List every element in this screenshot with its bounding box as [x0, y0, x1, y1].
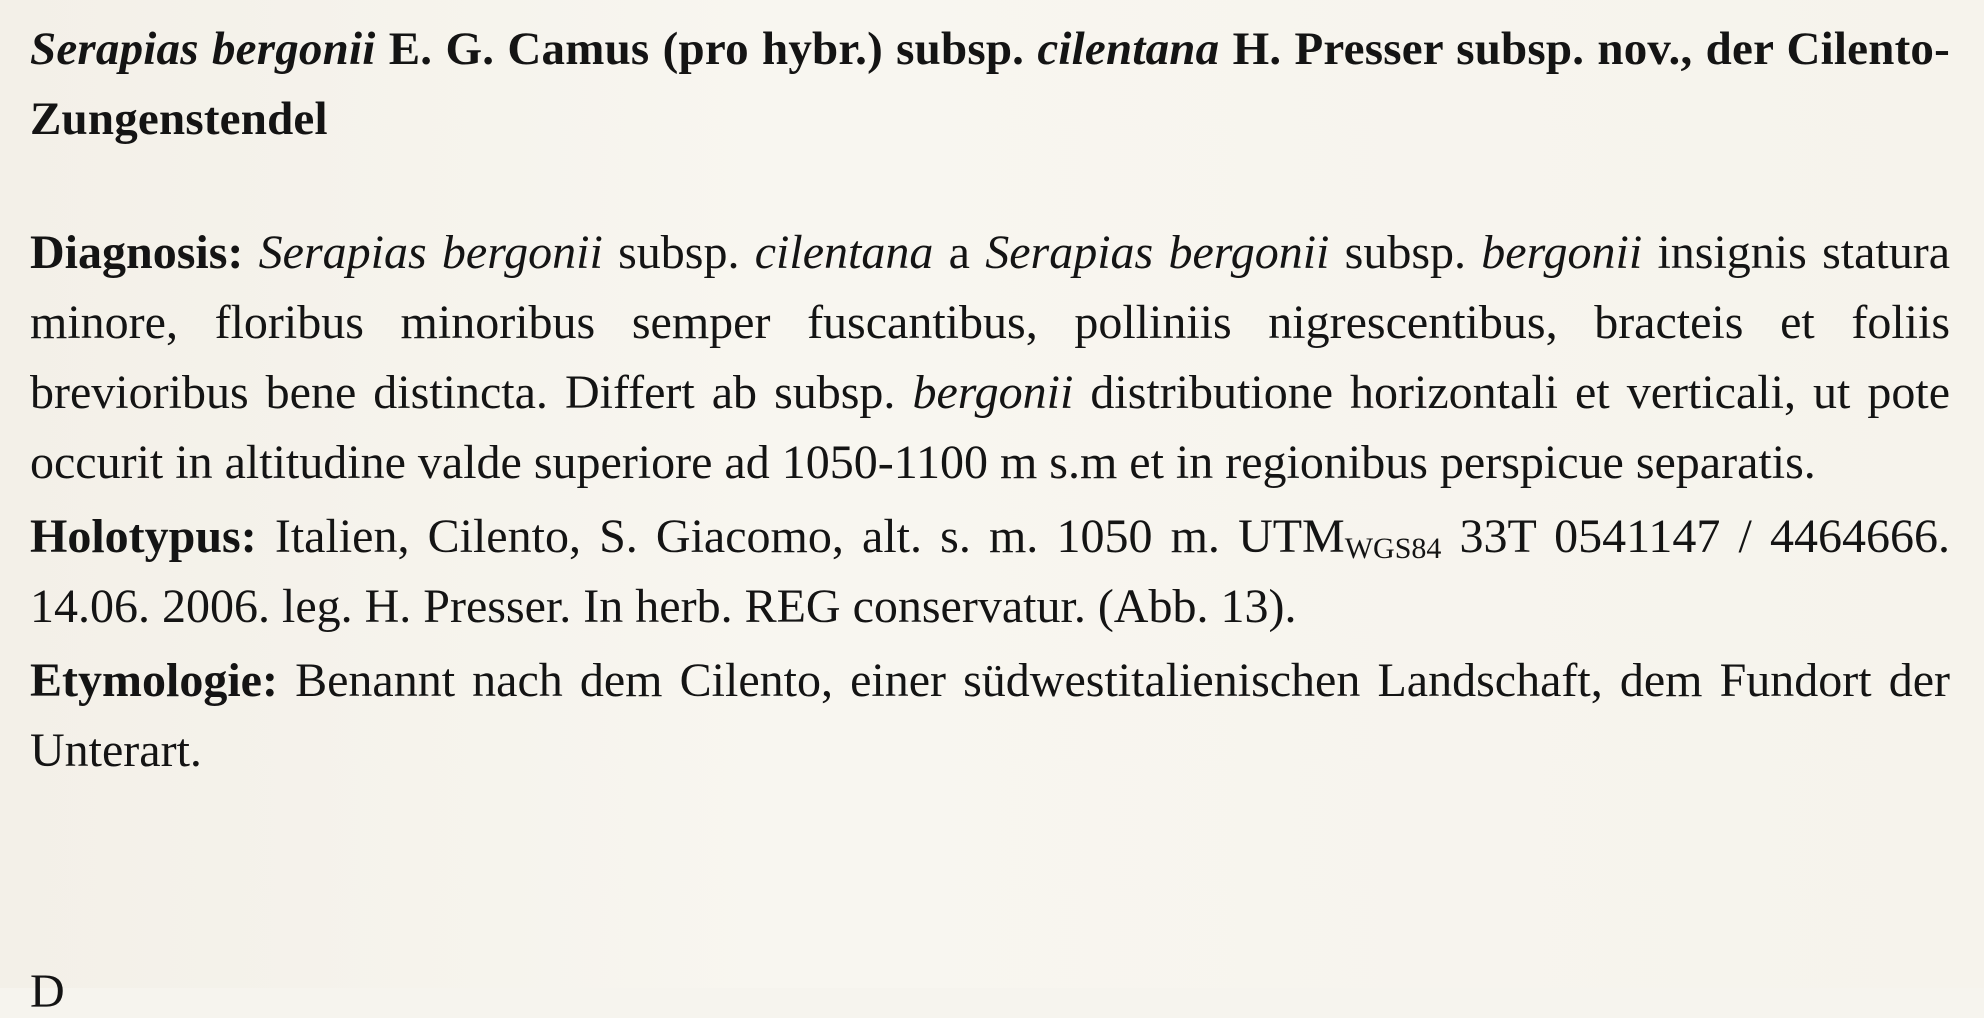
diagnosis-subspecies-2: bergonii [1481, 226, 1643, 279]
diagnosis-subspecies-3: bergonii [912, 366, 1074, 419]
article-body [30, 14, 1950, 786]
diagnosis-species-2: Serapias bergonii [985, 226, 1330, 279]
diagnosis-text-2: a [933, 226, 986, 279]
holotypus-paragraph [30, 502, 1950, 642]
etymologie-paragraph [30, 646, 1950, 786]
holotypus-label: Holotypus: [30, 510, 257, 563]
heading-author: E. G. Camus (pro hybr.) subsp. [375, 23, 1038, 75]
diagnosis-text-3: subsp. [1329, 226, 1482, 279]
diagnosis-paragraph [30, 218, 1950, 498]
heading-subspecies-name: cilentana [1037, 23, 1220, 75]
heading-rest: H. Presser subsp. nov., der Cilento-Zungenstendel [30, 23, 1950, 145]
heading-species-name: Serapias bergonii [30, 23, 376, 75]
spacer [30, 154, 1950, 218]
etymologie-label: Etymologie: [30, 654, 278, 707]
diagnosis-subspecies-1: cilentana [754, 226, 934, 279]
diagnosis-label: Diagnosis: [30, 226, 244, 279]
diagnosis-species-1: Serapias bergonii [258, 226, 603, 279]
utm-datum-subscript: WGS84 [1344, 532, 1442, 565]
cut-off-next-line: D [30, 965, 65, 1018]
diagnosis-text-1: subsp. [602, 226, 755, 279]
section-heading [30, 14, 1950, 154]
diagnosis-text-4: insignis statura minore, floribus minoribus semper fuscantibus, polliniis nigrescentibus, bracteis et foliis brevioribus bene distincta. Differt ab subsp. [30, 226, 1951, 419]
diagnosis-text-5: distributione horizontali et verticali, ut pote occurit in altitudine valde superiore ad 1050-1100 m s.m et in regionibus perspicue separatis. [30, 366, 1950, 489]
etymologie-text: Benannt nach dem Cilento, einer südwestitalienischen Landschaft, dem Fundort der Unterart. [30, 654, 1950, 777]
holotypus-text-1: Italien, Cilento, S. Giacomo, alt. s. m. 1050 m. UTM [256, 510, 1345, 563]
holotypus-text-2: 33T 0541147 / 4464666. 14.06. 2006. leg. H. Presser. In herb. REG conservatur. (Abb. 13). [30, 510, 1950, 633]
